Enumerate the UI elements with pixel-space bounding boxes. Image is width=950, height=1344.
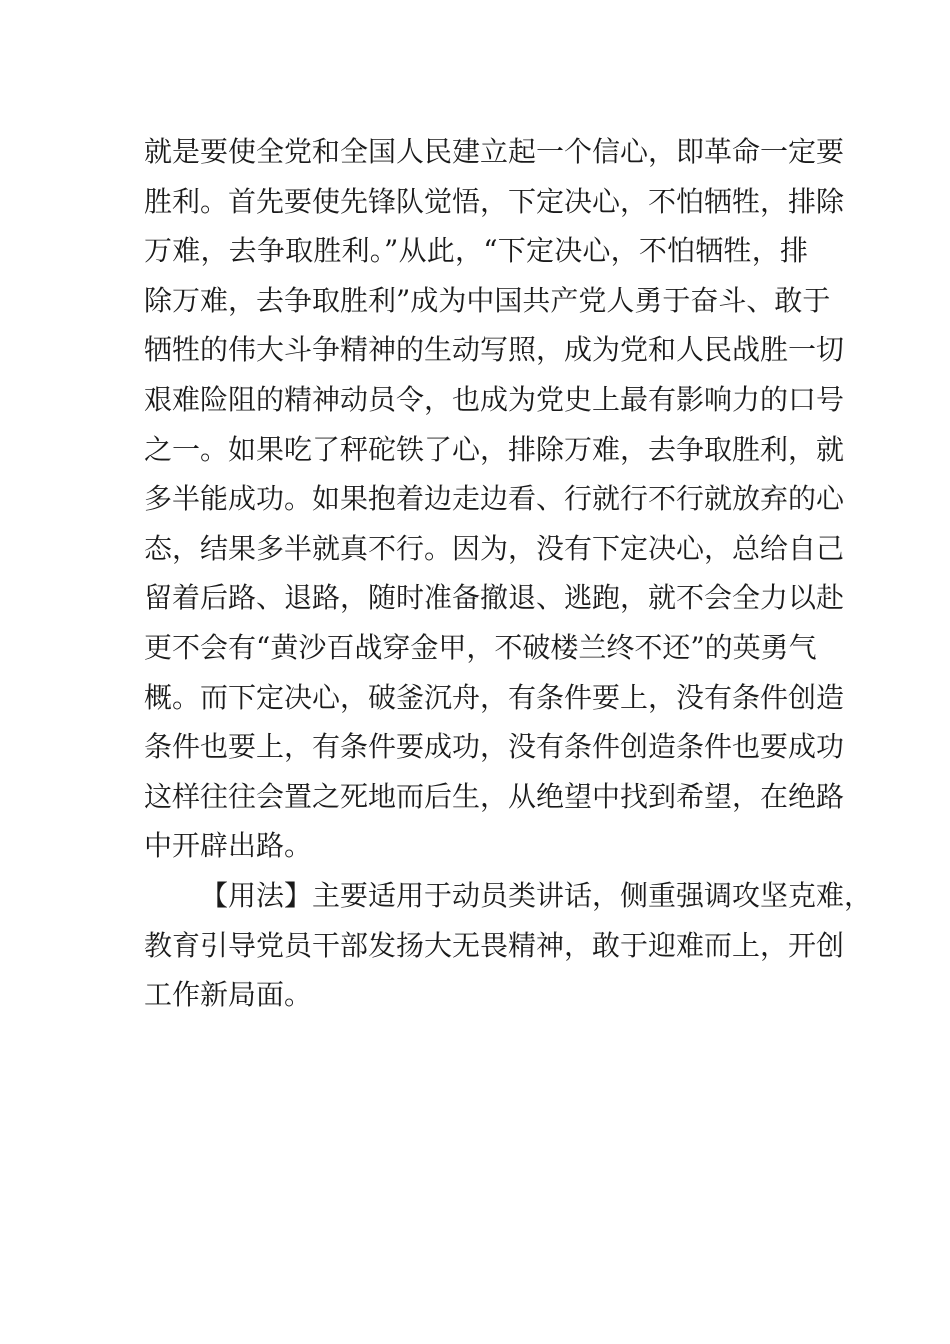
paragraph-quote-commentary [144,127,845,871]
text-line: 教育引导党员干部发扬大无畏精神，敢于迎难而上，开创 [144,928,845,962]
text-line: 更不会有“黄沙百战穿金甲，不破楼兰终不还”的英勇气 [144,630,817,664]
text-line: 牺牲的伟大斗争精神的生动写照，成为党和人民战胜一切 [144,333,845,367]
text-line: 条件也要上，有条件要成功，没有条件创造条件也要成功 [144,730,845,764]
text-line: 这样往往会置之死地而后生，从绝望中找到希望，在绝路 [144,779,845,813]
text-line: 就是要使全党和全国人民建立起一个信心，即革命一定要 [144,135,845,168]
text-line: 中开辟出路。 [144,829,313,863]
text-line: 万难，去争取胜利。”从此，“下定决心，不怕牺牲，排 [144,234,808,268]
text-line: 艰难险阻的精神动员令，也成为党史上最有影响力的口号 [144,382,845,416]
text-line: 胜利。首先要使先锋队觉悟，下定决心，不怕牺牲，排除 [144,184,845,218]
paragraph-usage [144,871,873,1020]
text-line: 多半能成功。如果抱着边走边看、行就行不行就放弃的心 [144,482,845,516]
text-line: 留着后路、退路，随时准备撤退、逃跑，就不会全力以赴 [144,581,845,615]
text-line: 【用法】主要适用于动员类讲话，侧重强调攻坚克难， [200,878,873,912]
text-line: 工作新局面。 [144,978,313,1012]
text-line: 态，结果多半就真不行。因为，没有下定决心，总给自己 [144,531,845,565]
text-line: 除万难，去争取胜利”成为中国共产党人勇于奋斗、敢于 [144,283,831,317]
document-body [144,127,873,1020]
text-line: 概。而下定决心，破釜沉舟，有条件要上，没有条件创造 [144,680,845,714]
text-line: 之一。如果吃了秤砣铁了心，排除万难，去争取胜利，就 [144,432,845,466]
